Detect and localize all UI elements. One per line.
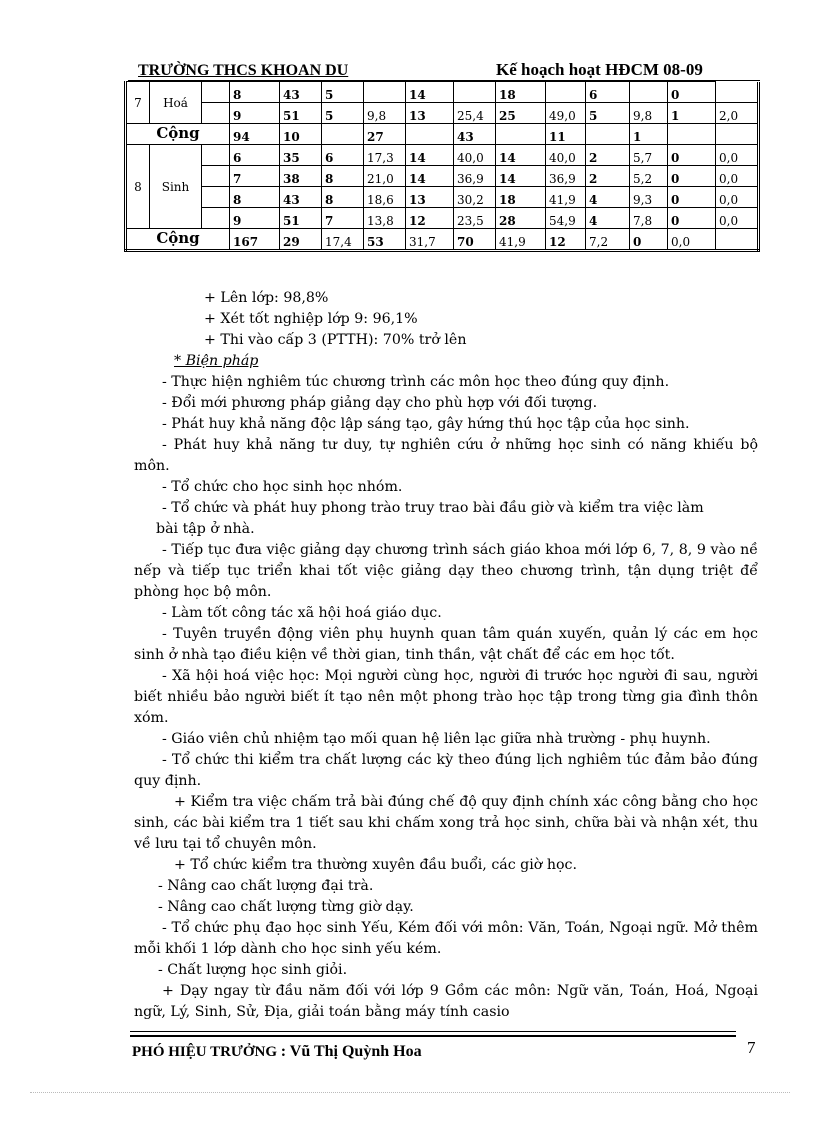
target-line: + Lên lớp: 98,8% <box>204 290 329 306</box>
footer-divider <box>130 1035 736 1037</box>
measure-item: - Thực hiện nghiêm túc chương trình các môn học theo đúng quy định. <box>162 374 670 390</box>
footer-divider <box>130 1031 736 1032</box>
measure-item: - Nâng cao chất lượng đại trà. <box>158 878 374 894</box>
stt-cell: 8 <box>126 145 150 229</box>
table-row: 7 38 8 21,0 14 36,9 14 36,9 2 5,2 0 0,0 <box>126 166 759 187</box>
signer-name: : Vũ Thị Quỳnh Hoa <box>280 1043 422 1060</box>
measure-item: - Tổ chức thi kiểm tra chất lượng các kỳ theo đúng lịch nghiêm túc đảm bảo đúng quy định. <box>134 752 758 789</box>
measure-item: - Làm tốt công tác xã hội hoá giáo dục. <box>162 605 442 621</box>
table-row: 7 Hoá 8 43 5 14 18 6 0 <box>126 82 759 103</box>
measure-item: - Đổi mới phương pháp giảng dạy cho phù hợp với đối tượng. <box>162 395 598 411</box>
measure-item: - Phát huy khả năng tư duy, tự nghiên cứu ở những học sinh có năng khiếu bộ môn. <box>134 437 758 474</box>
total-label: Cộng <box>126 124 230 145</box>
body-text <box>134 288 758 1023</box>
measure-item: - Chất lượng học sinh giỏi. <box>158 962 348 978</box>
measure-item: - Tuyên truyền động viên phụ huynh quan tâm quán xuyến, quản lý các em học sinh ở nhà tạo điều kiện về thời gian, tinh thần, vật chất để các em học tốt. <box>134 626 758 663</box>
page-bottom-dotted-line <box>30 1092 790 1093</box>
measure-item: - Tổ chức cho học sinh học nhóm. <box>162 479 403 495</box>
measure-item: - Tiếp tục đưa việc giảng dạy chương trình sách giáo khoa mới lớp 6, 7, 8, 9 vào nề nếp và tiếp tục triển khai tốt việc giảng dạy theo chương trình, tận dụng triệt để phòng học bộ môn. <box>134 542 758 600</box>
page-footer <box>132 1043 422 1061</box>
stt-cell: 7 <box>126 82 150 124</box>
page-number: 7 <box>747 1038 756 1057</box>
measure-item: - Giáo viên chủ nhiệm tạo mối quan hệ liên lạc giữa nhà trường - phụ huynh. <box>162 731 711 747</box>
signer-role: PHÓ HIỆU TRƯỞNG <box>132 1044 278 1060</box>
measure-item: - Xã hội hoá việc học: Mọi người cùng học, người đi trước học người đi sau, người biết nhiều bảo người biết ít tạo nên một phong trào học tập trong từng gia đình thôn xóm. <box>134 668 758 726</box>
subject-cell: Sinh <box>150 145 202 229</box>
measure-item: - Nâng cao chất lượng từng giờ dạy. <box>158 899 414 915</box>
measure-item: - Phát huy khả năng độc lập sáng tạo, gây hứng thú học tập của học sinh. <box>162 416 690 432</box>
grades-table <box>124 81 760 252</box>
measure-item: + Tổ chức kiểm tra thường xuyên đầu buổi, các giờ học. <box>174 857 577 873</box>
measure-item: bài tập ở nhà. <box>156 521 255 537</box>
table-row: 8 Sinh 6 35 6 17,3 14 40,0 14 40,0 2 5,7 0 0,0 <box>126 145 759 166</box>
measure-item: - Tổ chức và phát huy phong trào truy trao bài đầu giờ và kiểm tra việc làm <box>162 500 704 516</box>
measure-item: + Kiểm tra việc chấm trả bài đúng chế độ quy định chính xác công bằng cho học sinh, các bài kiểm tra 1 tiết sau khi chấm xong trả học sinh, chữa bài và nhận xét, thu về lưu tại tổ chuyên môn. <box>134 794 758 852</box>
table-row: 8 43 8 18,6 13 30,2 18 41,9 4 9,3 0 0,0 <box>126 187 759 208</box>
school-name: TRƯỜNG THCS KHOAN DU <box>138 62 349 79</box>
target-line: + Xét tốt nghiệp lớp 9: 96,1% <box>204 311 418 327</box>
table-row: 9 51 7 13,8 12 23,5 28 54,9 4 7,8 0 0,0 <box>126 208 759 229</box>
measures-heading: * Biện pháp <box>174 353 259 369</box>
measure-item: - Tổ chức phụ đạo học sinh Yếu, Kém đối với môn: Văn, Toán, Ngoại ngữ. Mở thêm mỗi khối 1 lớp dành cho học sinh yếu kém. <box>134 920 758 957</box>
subject-cell: Hoá <box>150 82 202 124</box>
table-total-row: Cộng 167 29 17,4 53 31,7 70 41,9 12 7,2 0 0,0 <box>126 229 759 251</box>
plan-title: Kế hoạch hoạt HĐCM 08-09 <box>496 60 703 79</box>
table-row: 9 51 5 9,8 13 25,4 25 49,0 5 9,8 1 2,0 <box>126 103 759 124</box>
total-label: Cộng <box>126 229 230 251</box>
target-line: + Thi vào cấp 3 (PTTH): 70% trở lên <box>204 332 467 348</box>
measure-item: + Dạy ngay từ đầu năm đối với lớp 9 Gồm các môn: Ngữ văn, Toán, Hoá, Ngoại ngữ, Lý, Sinh, Sử, Địa, giải toán bằng máy tính casio <box>134 983 758 1020</box>
table-total-row: Cộng 94 10 27 43 11 1 <box>126 124 759 145</box>
page-header <box>128 58 760 81</box>
